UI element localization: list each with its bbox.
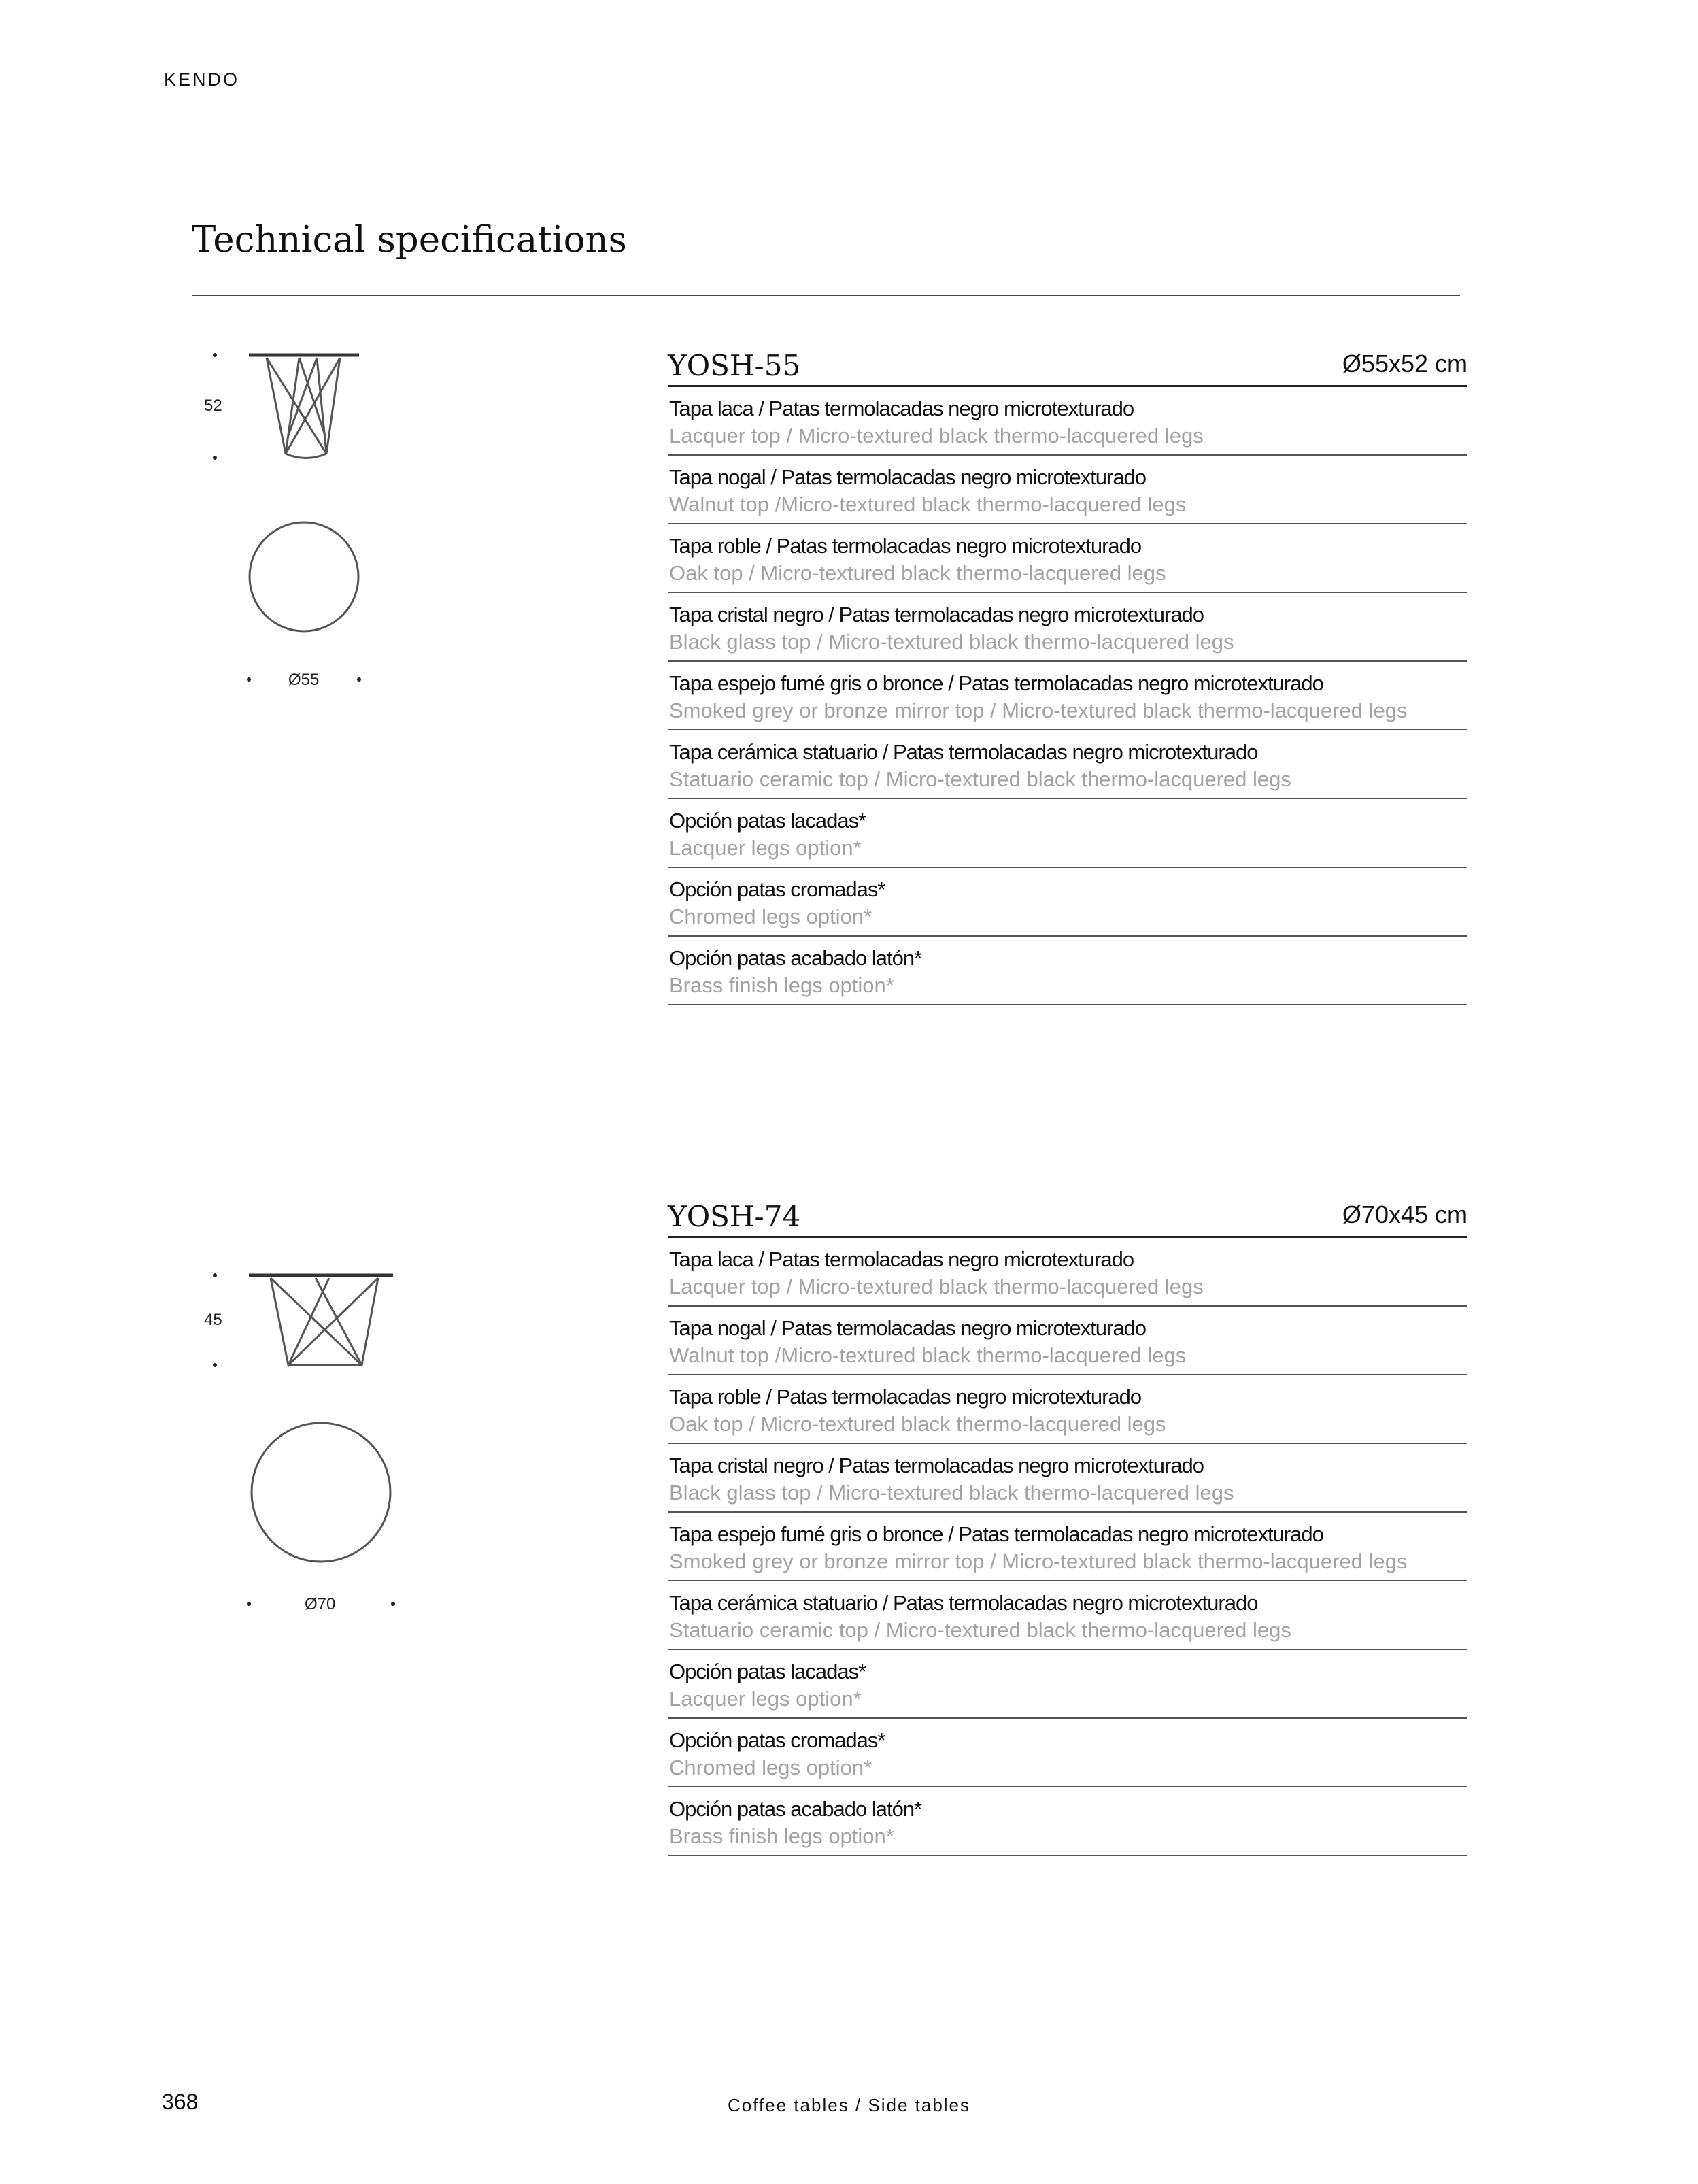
yosh-55-height-label: 52 (204, 397, 222, 415)
finish-es: Opción patas acabado latón* (669, 946, 922, 970)
brand-name: KENDO (164, 69, 240, 90)
finish-en: Black glass top / Micro-textured black thermo-lacquered legs (669, 630, 1234, 654)
finish-en: Oak top / Micro-textured black thermo-lacquered legs (669, 561, 1166, 585)
yosh-74-model-name: YOSH-74 (668, 1200, 801, 1233)
finish-en: Statuario ceramic top / Micro-textured black thermo-lacquered legs (669, 767, 1291, 791)
finish-es: Tapa cristal negro / Patas termolacadas negro microtexturado (669, 603, 1204, 626)
finish-row (668, 593, 1467, 662)
finish-en: Statuario ceramic top / Micro-textured black thermo-lacquered legs (669, 1618, 1291, 1642)
yosh-55-dim-dot-bottom (213, 456, 217, 460)
finish-es: Tapa nogal / Patas termolacadas negro microtexturado (669, 465, 1147, 489)
page-number: 368 (162, 2089, 199, 2114)
finish-en: Walnut top /Micro-textured black thermo-lacquered legs (669, 1343, 1187, 1367)
finish-row (668, 1307, 1467, 1375)
finish-en: Oak top / Micro-textured black thermo-lacquered legs (669, 1412, 1166, 1436)
finish-es: Opción patas cromadas* (669, 877, 885, 901)
yosh-55-dim-dot-top (213, 353, 217, 357)
finish-en: Brass finish legs option* (669, 1824, 894, 1848)
yosh-55-dim-dot-right (357, 677, 361, 682)
yosh-74-dim-dot-top (213, 1273, 217, 1277)
finish-es: Tapa cerámica statuario / Patas termolacadas negro microtexturado (669, 1591, 1258, 1615)
yosh-74-dim-dot-left (247, 1602, 251, 1606)
yosh-74-dimensions: Ø70x45 cm (1342, 1200, 1467, 1228)
finish-row (668, 1444, 1467, 1513)
finish-row (668, 456, 1467, 524)
finish-es: Opción patas acabado latón* (669, 1797, 922, 1821)
finish-es: Tapa laca / Patas termolacadas negro microtexturado (669, 1247, 1134, 1271)
finish-en: Smoked grey or bronze mirror top / Micro-textured black thermo-lacquered legs (669, 1549, 1408, 1573)
finish-es: Opción patas lacadas* (669, 1660, 866, 1683)
yosh-55-dimensions: Ø55x52 cm (1342, 350, 1467, 377)
yosh-55-dim-dot-left (247, 677, 251, 682)
finish-row (668, 1719, 1467, 1787)
finish-en: Lacquer top / Micro-textured black thermo-lacquered legs (669, 1275, 1204, 1298)
finish-en: Brass finish legs option* (669, 973, 894, 997)
page-title: Technical specifications (192, 219, 627, 261)
finish-es: Tapa cristal negro / Patas termolacadas negro microtexturado (669, 1454, 1204, 1477)
yosh-74-finish-list (668, 1238, 1467, 1856)
finish-row (668, 1581, 1467, 1650)
yosh-74-side-view (249, 1275, 393, 1365)
finish-es: Tapa espejo fumé gris o bronce / Patas termolacadas negro microtexturado (669, 671, 1323, 695)
finish-en: Lacquer top / Micro-textured black thermo-lacquered legs (669, 424, 1204, 448)
finish-es: Opción patas cromadas* (669, 1728, 885, 1752)
yosh-55-top-view (250, 522, 358, 631)
finish-row (668, 524, 1467, 593)
finish-en: Walnut top /Micro-textured black thermo-lacquered legs (669, 492, 1187, 516)
yosh-74-dim-dot-right (391, 1602, 395, 1606)
yosh-74-dim-dot-bottom (213, 1363, 217, 1367)
finish-es: Tapa espejo fumé gris o bronce / Patas termolacadas negro microtexturado (669, 1522, 1323, 1546)
finish-es: Tapa laca / Patas termolacadas negro microtexturado (669, 397, 1134, 420)
finish-row (668, 1650, 1467, 1719)
finish-row (668, 1375, 1467, 1444)
yosh-55-diameter-label: Ø55 (288, 671, 320, 689)
finish-en: Black glass top / Micro-textured black thermo-lacquered legs (669, 1481, 1234, 1505)
yosh-55-header (668, 344, 1467, 387)
finish-es: Tapa nogal / Patas termolacadas negro microtexturado (669, 1316, 1147, 1340)
finish-row (668, 662, 1467, 730)
finish-en: Smoked grey or bronze mirror top / Micro-textured black thermo-lacquered legs (669, 699, 1408, 722)
finish-es: Opción patas lacadas* (669, 809, 866, 833)
finish-es: Tapa roble / Patas termolacadas negro microtexturado (669, 1385, 1142, 1409)
finish-row (668, 730, 1467, 799)
yosh-74-top-view (252, 1423, 390, 1562)
finish-en: Chromed legs option* (669, 1755, 872, 1779)
yosh-55-side-view (249, 355, 359, 458)
finish-row (668, 1787, 1467, 1856)
yosh-74-header (668, 1195, 1467, 1238)
finish-es: Tapa roble / Patas termolacadas negro microtexturado (669, 534, 1142, 558)
finish-en: Lacquer legs option* (669, 1687, 862, 1711)
section-title: Coffee tables / Side tables (727, 2095, 971, 2115)
yosh-74-diameter-label: Ø70 (305, 1595, 336, 1613)
yosh-74-height-label: 45 (204, 1311, 222, 1329)
finish-es: Tapa cerámica statuario / Patas termolacadas negro microtexturado (669, 740, 1258, 764)
finish-en: Chromed legs option* (669, 905, 872, 928)
finish-en: Lacquer legs option* (669, 836, 862, 860)
finish-row (668, 387, 1467, 456)
finish-row (668, 1513, 1467, 1581)
finish-row (668, 1238, 1467, 1307)
yosh-55-model-name: YOSH-55 (668, 349, 801, 382)
